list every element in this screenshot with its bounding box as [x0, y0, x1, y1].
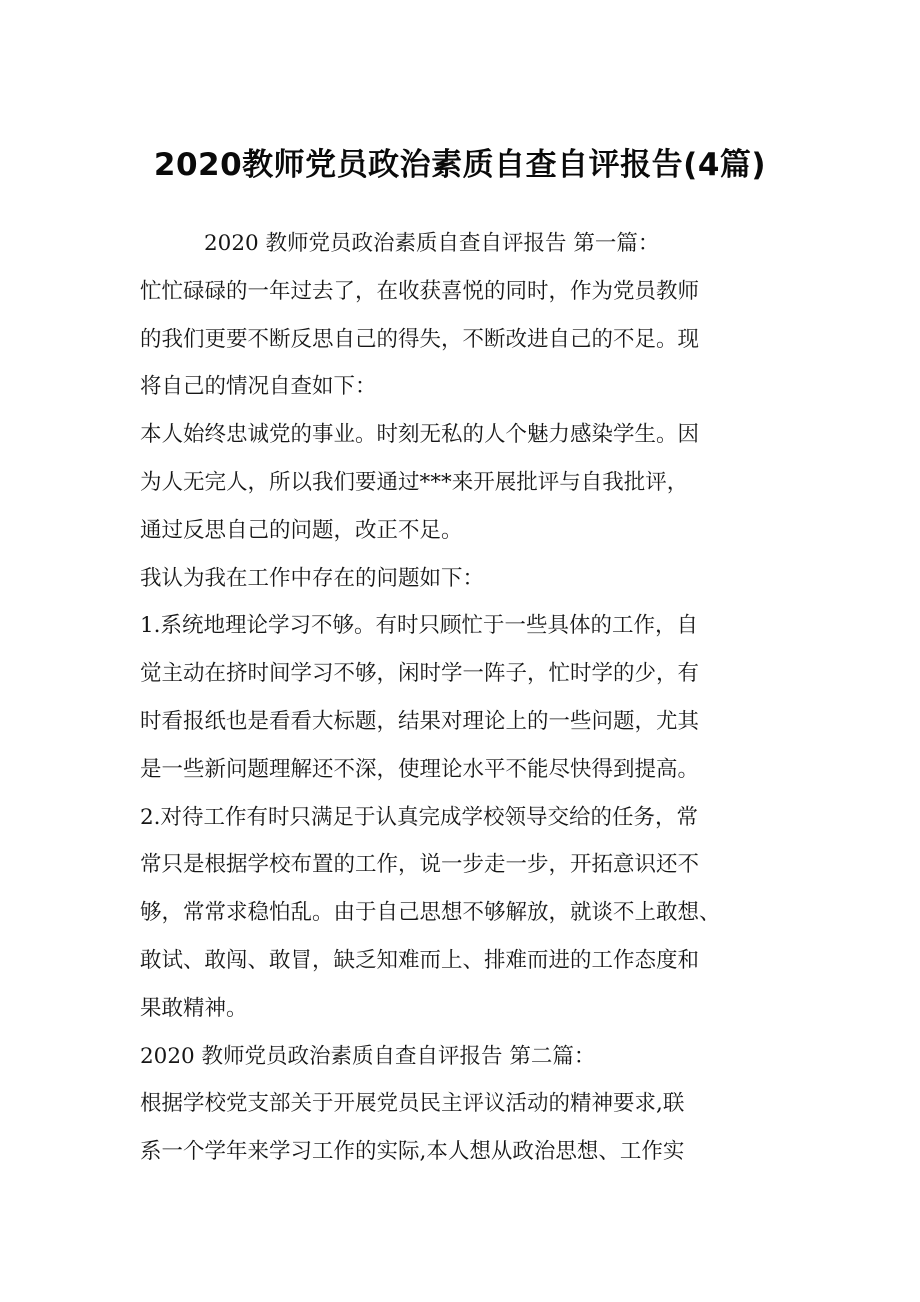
document-title: 2020教师党员政治素质自查自评报告(4篇)	[153, 147, 767, 183]
body-line: 根据学校党支部关于开展党员民主评议活动的精神要求,联	[140, 1091, 685, 1117]
body-line: 敢试、敢闯、敢冒，缺乏知难而上、排难而进的工作态度和	[140, 947, 700, 973]
body-line: 通过反思自己的问题，改正不足。	[140, 517, 463, 543]
body-line: 我认为我在工作中存在的问题如下：	[140, 565, 485, 591]
body-line: 1.系统地理论学习不够。有时只顾忙于一些具体的工作，自	[140, 613, 699, 639]
section-heading-2: 2020 教师党员政治素质自查自评报告 第二篇：	[140, 1043, 596, 1069]
body-line: 够，常常求稳怕乱。由于自己思想不够解放，就谈不上敢想、	[140, 900, 721, 926]
body-line: 忙忙碌碌的一年过去了，在收获喜悦的同时，作为党员教师	[140, 278, 700, 304]
document-body	[140, 220, 790, 1176]
body-line: 果敢精神。	[140, 995, 248, 1021]
body-line: 的我们更要不断反思自己的得失，不断改进自己的不足。现	[140, 326, 700, 352]
body-line: 是一些新问题理解还不深，使理论水平不能尽快得到提高。	[140, 756, 700, 782]
body-line: 时看报纸也是看看大标题，结果对理论上的一些问题，尤其	[140, 708, 700, 734]
body-line: 2.对待工作有时只满足于认真完成学校领导交给的任务，常	[140, 804, 699, 830]
body-line: 常只是根据学校布置的工作，说一步走一步，开拓意识还不	[140, 852, 700, 878]
body-line: 为人无完人，所以我们要通过***来开展批评与自我批评，	[140, 469, 689, 495]
body-line: 系一个学年来学习工作的实际,本人想从政治思想、工作实	[140, 1139, 685, 1165]
section-heading-1: 2020 教师党员政治素质自查自评报告 第一篇：	[204, 231, 660, 256]
body-line: 觉主动在挤时间学习不够，闲时学一阵子，忙时学的少，有	[140, 661, 700, 687]
body-line: 将自己的情况自查如下：	[140, 374, 377, 400]
body-line: 本人始终忠诚党的事业。时刻无私的人个魅力感染学生。因	[140, 422, 700, 448]
